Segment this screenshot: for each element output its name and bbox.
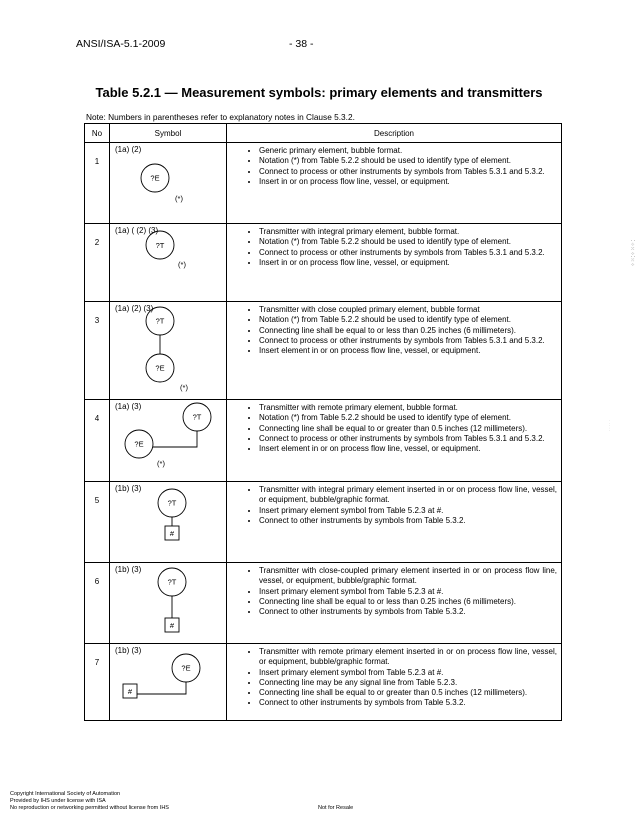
description-bullet: • Transmitter with close coupled primary element, bubble format (259, 305, 557, 315)
description-bullet: • Connect to other instruments by symbols from Table 5.3.2. (259, 607, 557, 617)
remote-inline-element-transmitter-symbol (110, 644, 227, 724)
description-bullet: • Connecting line may be any signal line from Table 5.2.3. (259, 678, 557, 688)
margin-scan-marks-faint: · · · · · (607, 420, 612, 432)
element-tag-label: ?E (134, 439, 144, 449)
note-refs: (1a) ( (2) (3) (115, 226, 159, 235)
symbol-cell (110, 143, 227, 224)
symbol-cell (110, 563, 227, 644)
connecting-line (127, 682, 186, 698)
description-bullet: • Insert element in or on process flow line, vessel, or equipment. (259, 346, 557, 356)
row-number: 5 (94, 496, 100, 505)
primary-element-placeholder: # (169, 621, 175, 630)
note-refs: (1b) (3) (115, 565, 142, 574)
row-number-cell (85, 143, 110, 224)
description-list (249, 146, 557, 187)
symbol-cell (110, 482, 227, 563)
description-list (249, 305, 557, 356)
description-bullet: • Connecting line shall be equal to or less than 0.25 inches (6 millimeters). (259, 326, 557, 336)
description-list (249, 403, 557, 454)
description-bullet: • Insert in or on process flow line, vessel, or equipment. (259, 258, 557, 268)
note-refs: (1b) (3) (115, 646, 142, 655)
close-coupled-inline-transmitter-symbol (110, 563, 227, 643)
column-header-description: Description (227, 124, 562, 143)
row-number: 7 (94, 658, 100, 667)
description-bullet: • Insert element in or on process flow line, vessel, or equipment. (259, 444, 557, 454)
description-cell (227, 563, 562, 644)
description-bullet: • Connecting line shall be equal to or greater than 0.5 inches (12 millimeters). (259, 688, 557, 698)
symbol-cell (110, 224, 227, 302)
description-bullet: • Transmitter with integral primary element, bubble format. (259, 227, 557, 237)
row-number: 6 (94, 577, 100, 586)
description-bullet: • Transmitter with remote primary element inserted in or on process flow line, vessel, or equipment, bubble/graphic format. (259, 647, 557, 668)
table-note: Note: Numbers in parentheses refer to explanatory notes in Clause 5.3.2. (86, 112, 355, 122)
note-refs: (1a) (2) (115, 145, 142, 154)
table-row (85, 224, 562, 302)
table-row (85, 482, 562, 563)
remote-element-transmitter-symbol (110, 400, 227, 480)
description-bullet: • Connect to process or other instruments by symbols from Tables 5.3.1 and 5.3.2. (259, 248, 557, 258)
description-bullet: • Insert in or on process flow line, vessel, or equipment. (259, 177, 557, 187)
not-for-resale-label: Not for Resale (318, 805, 354, 811)
description-cell (227, 644, 562, 721)
description-bullet: • Insert primary element symbol from Table 5.2.3 at #. (259, 668, 557, 678)
element-type-label: (*) (175, 194, 183, 203)
transmitter-inline-element-symbol (110, 482, 227, 562)
note-refs: (1b) (3) (115, 484, 142, 493)
footer-line: Provided by IHS under license with ISA (10, 798, 106, 804)
transmitter-integral-element-symbol (110, 224, 227, 300)
description-bullet: • Notation (*) from Table 5.2.2 should be used to identify type of element. (259, 156, 557, 166)
description-list (249, 227, 557, 268)
row-number-cell (85, 302, 110, 400)
description-cell (227, 302, 562, 400)
element-type-label: (*) (178, 260, 186, 269)
description-bullet: • Connect to other instruments by symbols from Table 5.3.2. (259, 698, 557, 708)
description-bullet: • Notation (*) from Table 5.2.2 should be used to identify type of element. (259, 413, 557, 423)
row-number-cell (85, 400, 110, 482)
description-bullet: • Connecting line shall be equal to or greater than 0.5 inches (12 millimeters). (259, 424, 557, 434)
primary-element-placeholder: # (169, 529, 175, 538)
connecting-line (153, 431, 197, 447)
description-bullet: • Notation (*) from Table 5.2.2 should be used to identify type of element. (259, 315, 557, 325)
description-cell (227, 224, 562, 302)
transmitter-tag-label: ?T (155, 316, 165, 326)
description-bullet: • Insert primary element symbol from Table 5.2.3 at #. (259, 506, 557, 516)
symbol-cell (110, 302, 227, 400)
note-refs: (1a) (2) (3) (115, 304, 154, 313)
description-bullet: • Connect to process or other instruments by symbols from Tables 5.3.1 and 5.3.2. (259, 167, 557, 177)
description-bullet: • Connecting line shall be equal to or less than 0.25 inches (6 millimeters). (259, 597, 557, 607)
margin-scan-marks: ⁚ ⁘ ⁙ ⁘ ⁚ ⁙ ⁘ (629, 240, 635, 266)
footer-line: Copyright International Society of Automation (10, 791, 121, 797)
row-number-cell (85, 563, 110, 644)
description-list (249, 566, 557, 617)
row-number: 4 (94, 414, 100, 423)
transmitter-tag-label: ?T (167, 498, 177, 508)
footer-line: No reproduction or networking permitted without license from IHS (10, 805, 169, 811)
description-list (249, 647, 557, 709)
element-type-label: (*) (157, 459, 165, 468)
table-row (85, 563, 562, 644)
row-number-cell (85, 224, 110, 302)
description-bullet: • Transmitter with close-coupled primary element inserted in or on process flow line, vessel, or equipment, bubble/graphic format. (259, 566, 557, 587)
column-header-symbol: Symbol (110, 124, 227, 143)
description-cell (227, 400, 562, 482)
element-tag-label: ?E (155, 363, 165, 373)
description-cell (227, 482, 562, 563)
row-number-cell (85, 644, 110, 721)
element-type-label: (*) (180, 383, 188, 392)
row-number: 2 (94, 238, 100, 247)
description-bullet: • Connect to process or other instruments by symbols from Tables 5.3.1 and 5.3.2. (259, 336, 557, 346)
column-header-no: No (85, 124, 110, 143)
copyright-footer (10, 791, 169, 812)
row-number: 3 (94, 316, 100, 325)
header-document-id: ANSI/ISA-5.1-2009 (76, 38, 166, 50)
description-list (249, 485, 557, 526)
transmitter-tag-label: ?T (192, 412, 202, 422)
note-refs: (1a) (3) (115, 402, 142, 411)
primary-element-placeholder: # (127, 687, 133, 696)
table-row (85, 302, 562, 400)
transmitter-tag-label: ?T (167, 577, 177, 587)
description-bullet: • Transmitter with integral primary element inserted in or on process flow line, vessel, or equipment, bubble/graphic format. (259, 485, 557, 506)
element-tag-label: ?E (150, 173, 160, 183)
description-cell (227, 143, 562, 224)
description-bullet: • Transmitter with remote primary element, bubble format. (259, 403, 557, 413)
row-number-cell (85, 482, 110, 563)
description-bullet: • Insert primary element symbol from Table 5.2.3 at #. (259, 587, 557, 597)
description-bullet: • Notation (*) from Table 5.2.2 should be used to identify type of element. (259, 237, 557, 247)
primary-element-bubble-symbol (110, 143, 227, 223)
row-number: 1 (94, 157, 100, 166)
transmitter-tag-label: ?E (181, 663, 191, 673)
symbol-cell (110, 400, 227, 482)
measurement-symbols-table (84, 123, 562, 721)
table-row (85, 400, 562, 482)
description-bullet: • Generic primary element, bubble format. (259, 146, 557, 156)
table-title: Table 5.2.1 — Measurement symbols: primary elements and transmitters (95, 85, 543, 100)
transmitter-tag-label: ?T (155, 241, 165, 250)
table-row (85, 143, 562, 224)
close-coupled-transmitter-symbol (110, 302, 227, 398)
header-page-number: - 38 - (289, 38, 314, 50)
symbol-cell (110, 644, 227, 721)
table-row (85, 644, 562, 721)
description-bullet: • Connect to other instruments by symbols from Table 5.3.2. (259, 516, 557, 526)
table-header-row (85, 124, 562, 143)
description-bullet: • Connect to process or other instruments by symbols from Tables 5.3.1 and 5.3.2. (259, 434, 557, 444)
